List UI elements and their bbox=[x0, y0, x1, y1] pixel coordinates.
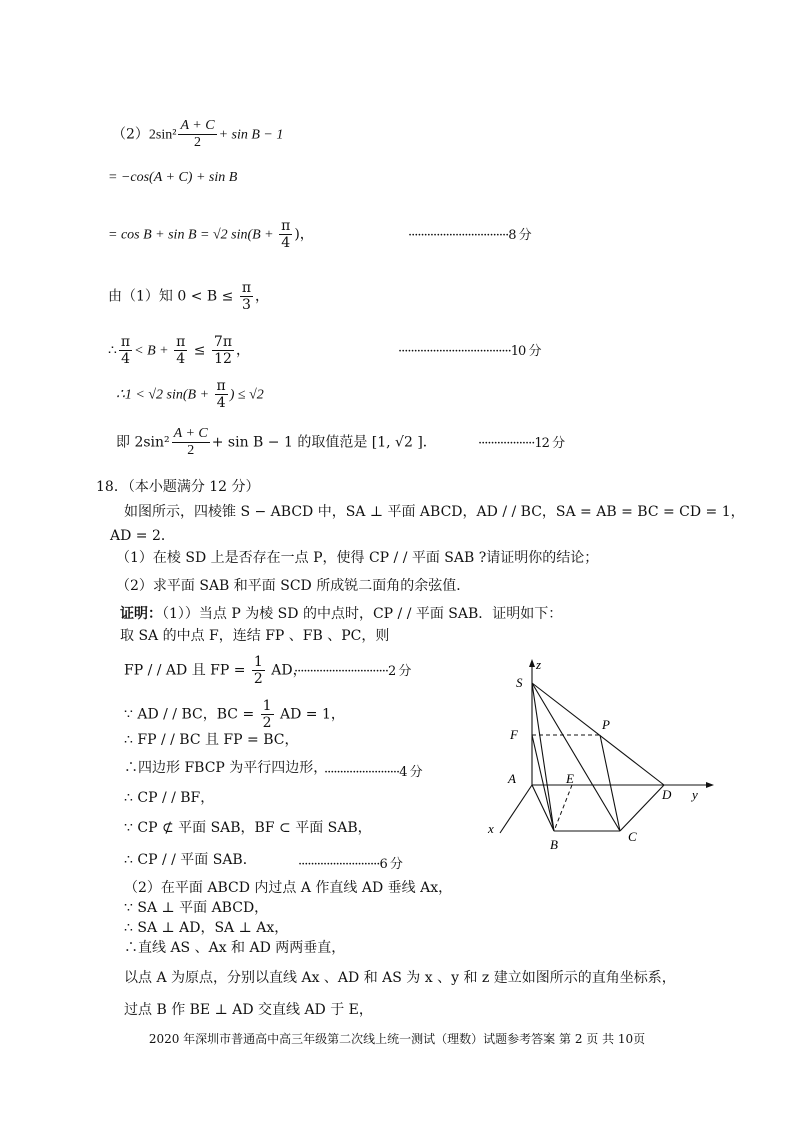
segment-be bbox=[554, 785, 572, 831]
line-step-1: = −cos(A + C) + sin B bbox=[108, 170, 238, 185]
proof-midpoint: 取 SA 的中点 F，连结 FP 、FB 、PC，则 bbox=[120, 628, 390, 644]
y-arrow bbox=[706, 782, 714, 788]
score-10: ····································10 分 bbox=[398, 344, 541, 359]
label-c: C bbox=[628, 829, 637, 844]
proof-mutual-perp: ∴直线 AS 、Ax 和 AD 两两垂直， bbox=[124, 940, 346, 956]
proof-ad-bc: ∵ AD / / BC，BC = $\frac{1}{2}$ AD = 1， bbox=[124, 698, 345, 731]
line-range-b: 由（1）知 0 < B ≤ $\frac{\pi}{3}$ ， bbox=[108, 280, 270, 313]
label-y: y bbox=[692, 787, 698, 802]
label-p: P bbox=[602, 717, 610, 732]
label-d: D bbox=[662, 787, 672, 802]
z-arrow bbox=[529, 659, 535, 667]
label-s: S bbox=[516, 675, 523, 690]
score-6: ··························6 分 bbox=[298, 857, 402, 872]
question-18-part2: （2）求平面 SAB 和平面 SCD 所成锐二面角的余弦值． bbox=[116, 578, 471, 594]
label-a: A bbox=[508, 771, 516, 786]
question-18-title: 18．（本小题满分 12 分） bbox=[96, 479, 260, 495]
label-z: z bbox=[536, 657, 542, 672]
proof-fp-ad: FP / / AD 且 FP = $\frac{1}{2}$ AD， bbox=[124, 654, 307, 687]
score-4: ························4 分 bbox=[324, 765, 422, 780]
proof-cp-plane: ∴ CP / / 平面 SAB． bbox=[124, 852, 257, 868]
segment-pc bbox=[600, 735, 620, 831]
pyramid-figure bbox=[480, 655, 720, 855]
question-18-stem-2: AD = 2． bbox=[110, 528, 175, 544]
segment-fb bbox=[532, 735, 554, 831]
proof-cp-bf: ∴ CP / / BF， bbox=[124, 790, 215, 806]
page-footer: 2020 年深圳市普通高中高三年级第二次线上统一测试（理数）试题参考答案 第 2 页 共 10页 bbox=[148, 1032, 646, 1046]
line-range-bpi: ∴ $\frac{\pi}{4}$ < B + $\frac{\pi}{4}$ ≤ $\frac{7\pi}{12}$ ， bbox=[108, 334, 251, 367]
proof-intro: 证明：（1））当点 P 为棱 SD 的中点时，CP / / 平面 SAB．证明如下： bbox=[120, 606, 563, 622]
proof-be-perp: 过点 B 作 BE ⊥ AD 交直线 AD 于 E， bbox=[124, 1002, 373, 1018]
line-expression: （2）2sin² $\frac{A + C}{2}$ + sin B − 1 bbox=[112, 118, 284, 150]
proof-sa-ad: ∴ SA ⊥ AD，SA ⊥ Ax， bbox=[124, 920, 289, 936]
proof-coordinates: 以点 A 为原点，分别以直线 Ax 、AD 和 AS 为 x 、y 和 z 建立如图所示的直角坐标系， bbox=[124, 970, 676, 986]
score-8: ································8 分 bbox=[408, 228, 531, 243]
edge-sd bbox=[532, 683, 664, 785]
x-axis bbox=[500, 785, 532, 833]
proof-part2-ax: （2）在平面 ABCD 内过点 A 作直线 AD 垂线 Ax， bbox=[124, 880, 453, 896]
label-e: E bbox=[566, 771, 574, 786]
score-12: ··················12 分 bbox=[478, 436, 565, 451]
score-2: ······························2 分 bbox=[294, 664, 411, 679]
line-conclusion: 即 2sin² $\frac{A + C}{2}$ + sin B − 1 的取值范是 [1, √2 ]． bbox=[116, 426, 437, 458]
question-18-part1: （1）在棱 SD 上是否存在一点 P，使得 CP / / 平面 SAB ?请证明你的结论； bbox=[116, 550, 599, 566]
label-x: x bbox=[488, 821, 494, 836]
line-step-2: = cos B + sin B = √2 sin(B + $\frac{\pi}{4}$ )， bbox=[108, 218, 314, 251]
edge-cd bbox=[620, 785, 664, 831]
label-f: F bbox=[510, 727, 518, 742]
line-inequality: ∴1 < √2 sin(B + $\frac{\pi}{4}$ ) ≤ √2 bbox=[116, 378, 264, 411]
proof-not-in-plane: ∵ CP ⊄ 平面 SAB，BF ⊂ 平面 SAB， bbox=[124, 820, 372, 836]
edge-sc bbox=[532, 683, 620, 831]
proof-sa-perp: ∵ SA ⊥ 平面 ABCD， bbox=[124, 900, 269, 916]
question-18-stem: 如图所示，四棱锥 S − ABCD 中，SA ⊥ 平面 ABCD，AD / / BC，SA = AB = BC = CD = 1， bbox=[124, 504, 745, 520]
label-b: B bbox=[550, 837, 558, 852]
proof-parallelogram: ∴四边形 FBCP 为平行四边形， bbox=[124, 760, 328, 776]
proof-fp-bc: ∴ FP / / BC 且 FP = BC， bbox=[124, 732, 299, 748]
